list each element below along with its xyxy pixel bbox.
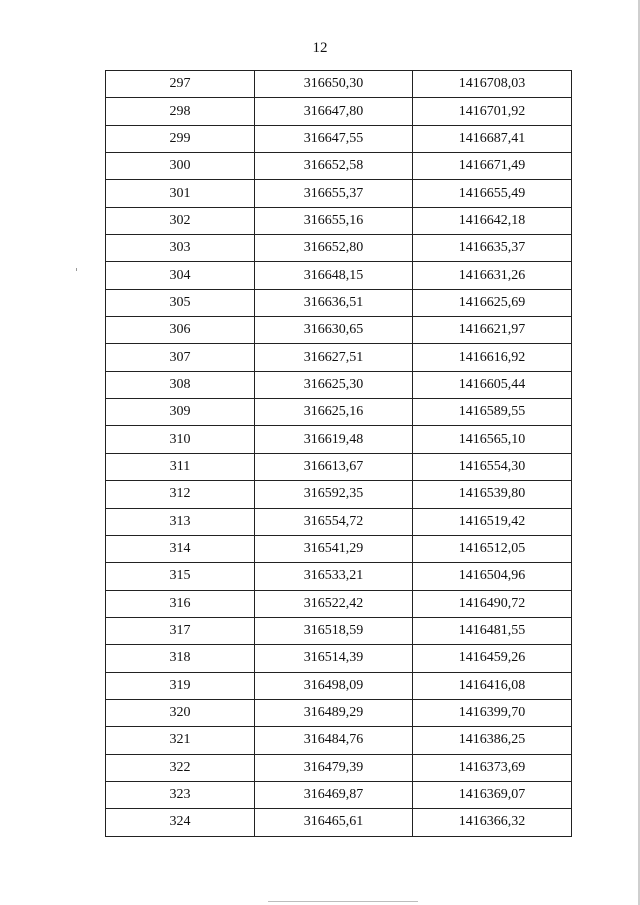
table-row xyxy=(106,508,572,535)
table-row xyxy=(106,399,572,426)
point-number-cell: 314 xyxy=(106,535,255,562)
point-number-cell: 312 xyxy=(106,481,255,508)
y-coordinate-cell: 1416481,55 xyxy=(413,617,572,644)
y-coordinate-cell: 1416490,72 xyxy=(413,590,572,617)
y-coordinate-cell: 1416386,25 xyxy=(413,727,572,754)
point-number-cell: 302 xyxy=(106,207,255,234)
table-row xyxy=(106,535,572,562)
table-row xyxy=(106,809,572,836)
y-coordinate-cell: 1416539,80 xyxy=(413,481,572,508)
table-row xyxy=(106,699,572,726)
table-row xyxy=(106,453,572,480)
table-row xyxy=(106,563,572,590)
table-row xyxy=(106,344,572,371)
table-row xyxy=(106,180,572,207)
x-coordinate-cell: 316625,16 xyxy=(255,399,413,426)
x-coordinate-cell: 316648,15 xyxy=(255,262,413,289)
x-coordinate-cell: 316479,39 xyxy=(255,754,413,781)
point-number-cell: 323 xyxy=(106,781,255,808)
y-coordinate-cell: 1416642,18 xyxy=(413,207,572,234)
y-coordinate-cell: 1416655,49 xyxy=(413,180,572,207)
x-coordinate-cell: 316554,72 xyxy=(255,508,413,535)
point-number-cell: 307 xyxy=(106,344,255,371)
point-number-cell: 303 xyxy=(106,235,255,262)
point-number-cell: 305 xyxy=(106,289,255,316)
point-number-cell: 313 xyxy=(106,508,255,535)
table-row xyxy=(106,125,572,152)
x-coordinate-cell: 316625,30 xyxy=(255,371,413,398)
y-coordinate-cell: 1416616,92 xyxy=(413,344,572,371)
x-coordinate-cell: 316650,30 xyxy=(255,71,413,98)
y-coordinate-cell: 1416554,30 xyxy=(413,453,572,480)
x-coordinate-cell: 316514,39 xyxy=(255,645,413,672)
y-coordinate-cell: 1416459,26 xyxy=(413,645,572,672)
y-coordinate-cell: 1416504,96 xyxy=(413,563,572,590)
point-number-cell: 322 xyxy=(106,754,255,781)
x-coordinate-cell: 316627,51 xyxy=(255,344,413,371)
table-row xyxy=(106,617,572,644)
point-number-cell: 304 xyxy=(106,262,255,289)
table-row xyxy=(106,727,572,754)
table-row xyxy=(106,371,572,398)
table-row xyxy=(106,481,572,508)
x-coordinate-cell: 316518,59 xyxy=(255,617,413,644)
scan-edge-bottom xyxy=(268,901,418,902)
y-coordinate-cell: 1416631,26 xyxy=(413,262,572,289)
y-coordinate-cell: 1416635,37 xyxy=(413,235,572,262)
table-row xyxy=(106,672,572,699)
point-number-cell: 308 xyxy=(106,371,255,398)
x-coordinate-cell: 316489,29 xyxy=(255,699,413,726)
y-coordinate-cell: 1416416,08 xyxy=(413,672,572,699)
coordinates-table-body xyxy=(106,71,572,837)
point-number-cell: 298 xyxy=(106,98,255,125)
y-coordinate-cell: 1416373,69 xyxy=(413,754,572,781)
y-coordinate-cell: 1416605,44 xyxy=(413,371,572,398)
point-number-cell: 310 xyxy=(106,426,255,453)
scan-speck xyxy=(76,268,77,271)
y-coordinate-cell: 1416366,32 xyxy=(413,809,572,836)
x-coordinate-cell: 316619,48 xyxy=(255,426,413,453)
y-coordinate-cell: 1416519,42 xyxy=(413,508,572,535)
coordinates-table xyxy=(105,70,572,837)
x-coordinate-cell: 316636,51 xyxy=(255,289,413,316)
table-row xyxy=(106,754,572,781)
x-coordinate-cell: 316647,80 xyxy=(255,98,413,125)
x-coordinate-cell: 316469,87 xyxy=(255,781,413,808)
x-coordinate-cell: 316647,55 xyxy=(255,125,413,152)
y-coordinate-cell: 1416671,49 xyxy=(413,153,572,180)
y-coordinate-cell: 1416621,97 xyxy=(413,317,572,344)
point-number-cell: 319 xyxy=(106,672,255,699)
y-coordinate-cell: 1416708,03 xyxy=(413,71,572,98)
table-row xyxy=(106,289,572,316)
table-row xyxy=(106,235,572,262)
point-number-cell: 309 xyxy=(106,399,255,426)
x-coordinate-cell: 316465,61 xyxy=(255,809,413,836)
x-coordinate-cell: 316484,76 xyxy=(255,727,413,754)
table-row xyxy=(106,645,572,672)
table-row xyxy=(106,781,572,808)
x-coordinate-cell: 316522,42 xyxy=(255,590,413,617)
point-number-cell: 299 xyxy=(106,125,255,152)
point-number-cell: 297 xyxy=(106,71,255,98)
x-coordinate-cell: 316652,80 xyxy=(255,235,413,262)
point-number-cell: 301 xyxy=(106,180,255,207)
x-coordinate-cell: 316592,35 xyxy=(255,481,413,508)
page-number: 12 xyxy=(312,40,328,56)
y-coordinate-cell: 1416589,55 xyxy=(413,399,572,426)
point-number-cell: 300 xyxy=(106,153,255,180)
x-coordinate-cell: 316613,67 xyxy=(255,453,413,480)
x-coordinate-cell: 316541,29 xyxy=(255,535,413,562)
point-number-cell: 324 xyxy=(106,809,255,836)
x-coordinate-cell: 316655,16 xyxy=(255,207,413,234)
point-number-cell: 306 xyxy=(106,317,255,344)
y-coordinate-cell: 1416701,92 xyxy=(413,98,572,125)
point-number-cell: 316 xyxy=(106,590,255,617)
table-row xyxy=(106,153,572,180)
point-number-cell: 311 xyxy=(106,453,255,480)
y-coordinate-cell: 1416625,69 xyxy=(413,289,572,316)
table-row xyxy=(106,262,572,289)
table-row xyxy=(106,207,572,234)
x-coordinate-cell: 316630,65 xyxy=(255,317,413,344)
point-number-cell: 315 xyxy=(106,563,255,590)
y-coordinate-cell: 1416687,41 xyxy=(413,125,572,152)
table-row xyxy=(106,426,572,453)
point-number-cell: 317 xyxy=(106,617,255,644)
y-coordinate-cell: 1416512,05 xyxy=(413,535,572,562)
y-coordinate-cell: 1416565,10 xyxy=(413,426,572,453)
table-row xyxy=(106,71,572,98)
y-coordinate-cell: 1416369,07 xyxy=(413,781,572,808)
point-number-cell: 318 xyxy=(106,645,255,672)
point-number-cell: 320 xyxy=(106,699,255,726)
table-row xyxy=(106,98,572,125)
x-coordinate-cell: 316498,09 xyxy=(255,672,413,699)
point-number-cell: 321 xyxy=(106,727,255,754)
x-coordinate-cell: 316652,58 xyxy=(255,153,413,180)
table-row xyxy=(106,317,572,344)
table-row xyxy=(106,590,572,617)
x-coordinate-cell: 316655,37 xyxy=(255,180,413,207)
y-coordinate-cell: 1416399,70 xyxy=(413,699,572,726)
x-coordinate-cell: 316533,21 xyxy=(255,563,413,590)
